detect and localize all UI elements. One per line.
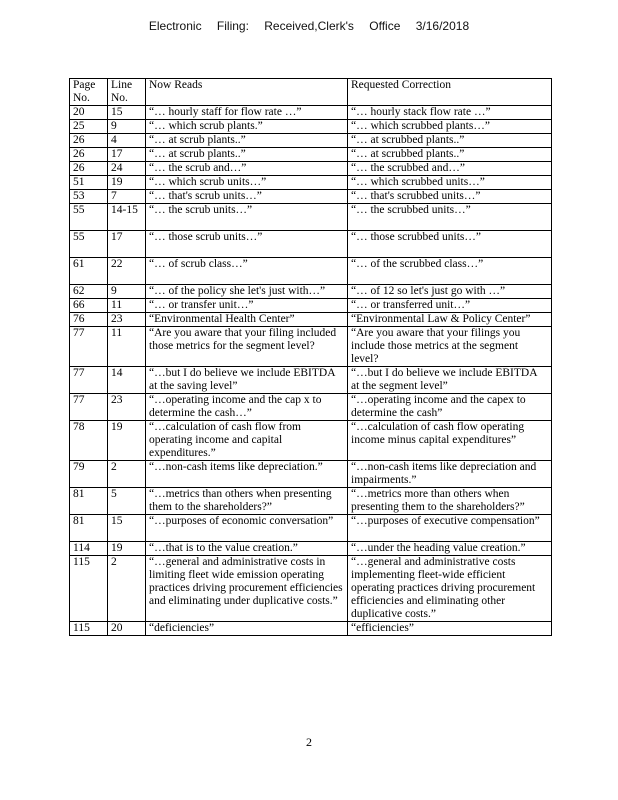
table-row <box>70 327 552 367</box>
table-row <box>70 258 552 285</box>
cell-page: 55 <box>70 204 108 231</box>
cell-page: 78 <box>70 421 108 461</box>
cell-page: 62 <box>70 285 108 299</box>
table-row <box>70 515 552 542</box>
table-row <box>70 190 552 204</box>
header-office: Office <box>369 19 401 33</box>
table-row <box>70 120 552 134</box>
cell-line: 23 <box>108 394 146 421</box>
table-row <box>70 367 552 394</box>
cell-page: 20 <box>70 106 108 120</box>
cell-correction: “efficiencies” <box>348 622 552 636</box>
header-date: 3/16/2018 <box>415 19 470 33</box>
cell-line: 19 <box>108 542 146 556</box>
cell-now-reads: “… those scrub units…” <box>146 231 348 258</box>
cell-now-reads: “… hourly staff for flow rate …” <box>146 106 348 120</box>
cell-now-reads: “… that's scrub units…” <box>146 190 348 204</box>
cell-now-reads: “… at scrub plants..” <box>146 148 348 162</box>
cell-page: 81 <box>70 515 108 542</box>
cell-page: 76 <box>70 313 108 327</box>
cell-now-reads: “…operating income and the cap x to determine the cash…” <box>146 394 348 421</box>
cell-page: 115 <box>70 556 108 622</box>
table-row <box>70 622 552 636</box>
cell-page: 61 <box>70 258 108 285</box>
cell-now-reads: “…non-cash items like depreciation.” <box>146 461 348 488</box>
table-row <box>70 556 552 622</box>
cell-now-reads: “… which scrub plants.” <box>146 120 348 134</box>
table-row <box>70 148 552 162</box>
cell-line: 24 <box>108 162 146 176</box>
cell-now-reads: “…but I do believe we include EBITDA at the saving level” <box>146 367 348 394</box>
header-page-no: Page No. <box>70 79 108 106</box>
cell-now-reads: “… of scrub class…” <box>146 258 348 285</box>
cell-page: 115 <box>70 622 108 636</box>
cell-correction: “… of 12 so let's just go with …” <box>348 285 552 299</box>
cell-line: 15 <box>108 515 146 542</box>
table-row <box>70 542 552 556</box>
table-row <box>70 299 552 313</box>
table-row <box>70 285 552 299</box>
cell-correction: “Are you aware that your filings you include those metrics at the segment level? <box>348 327 552 367</box>
cell-now-reads: “… which scrub units…” <box>146 176 348 190</box>
page-number: 2 <box>306 735 312 749</box>
cell-correction: “… which scrubbed units…” <box>348 176 552 190</box>
cell-correction: “…purposes of executive compensation” <box>348 515 552 542</box>
cell-correction: “…general and administrative costs implementing fleet-wide efficient operating practices driving procurement efficiencies and eliminating other duplicative costs.” <box>348 556 552 622</box>
table-row <box>70 231 552 258</box>
cell-correction: “…metrics more than others when presenting them to the shareholders?” <box>348 488 552 515</box>
cell-correction: “… of the scrubbed class…” <box>348 258 552 285</box>
cell-now-reads: “…general and administrative costs in limiting fleet wide emission operating practices driving procurement efficiencies and eliminating under duplicative costs.” <box>146 556 348 622</box>
cell-correction: “…but I do believe we include EBITDA at the segment level” <box>348 367 552 394</box>
header-received-clerks: Received,Clerk's <box>264 19 354 33</box>
cell-line: 5 <box>108 488 146 515</box>
cell-page: 55 <box>70 231 108 258</box>
header-electronic: Electronic <box>148 19 202 33</box>
cell-now-reads: “…purposes of economic conversation” <box>146 515 348 542</box>
cell-correction: “… which scrubbed plants…” <box>348 120 552 134</box>
cell-correction: “… hourly stack flow rate …” <box>348 106 552 120</box>
cell-correction: “… that's scrubbed units…” <box>348 190 552 204</box>
cell-page: 26 <box>70 148 108 162</box>
table-row <box>70 204 552 231</box>
cell-page: 114 <box>70 542 108 556</box>
cell-line: 14-15 <box>108 204 146 231</box>
table-row <box>70 313 552 327</box>
cell-now-reads: “… the scrub units…” <box>146 204 348 231</box>
cell-now-reads: “… or transfer unit…” <box>146 299 348 313</box>
cell-page: 25 <box>70 120 108 134</box>
cell-correction: “… or transferred unit…” <box>348 299 552 313</box>
cell-line: 17 <box>108 148 146 162</box>
cell-now-reads: “…that is to the value creation.” <box>146 542 348 556</box>
table-row <box>70 488 552 515</box>
cell-line: 19 <box>108 421 146 461</box>
cell-page: 77 <box>70 327 108 367</box>
cell-correction: “…under the heading value creation.” <box>348 542 552 556</box>
cell-line: 7 <box>108 190 146 204</box>
header-requested-correction: Requested Correction <box>348 79 552 106</box>
table-row <box>70 162 552 176</box>
cell-correction: “Environmental Law & Policy Center” <box>348 313 552 327</box>
cell-now-reads: “deficiencies” <box>146 622 348 636</box>
table-row <box>70 461 552 488</box>
cell-correction: “… those scrubbed units…” <box>348 231 552 258</box>
cell-page: 81 <box>70 488 108 515</box>
errata-table <box>69 78 552 636</box>
table-row <box>70 394 552 421</box>
cell-correction: “… the scrubbed and…” <box>348 162 552 176</box>
cell-line: 20 <box>108 622 146 636</box>
cell-page: 51 <box>70 176 108 190</box>
cell-line: 4 <box>108 134 146 148</box>
table-header-row <box>70 79 552 106</box>
cell-line: 22 <box>108 258 146 285</box>
cell-line: 11 <box>108 327 146 367</box>
cell-correction: “… at scrubbed plants..” <box>348 148 552 162</box>
cell-now-reads: “Are you aware that your filing included those metrics for the segment level? <box>146 327 348 367</box>
cell-page: 77 <box>70 394 108 421</box>
cell-correction: “… the scrubbed units…” <box>348 204 552 231</box>
cell-line: 9 <box>108 285 146 299</box>
cell-line: 14 <box>108 367 146 394</box>
cell-page: 26 <box>70 162 108 176</box>
header-filing: Filing: <box>216 19 249 33</box>
header-now-reads: Now Reads <box>146 79 348 106</box>
cell-now-reads: “Environmental Health Center” <box>146 313 348 327</box>
cell-line: 9 <box>108 120 146 134</box>
cell-correction: “…calculation of cash flow operating income minus capital expenditures” <box>348 421 552 461</box>
cell-correction: “… at scrubbed plants..” <box>348 134 552 148</box>
filing-stamp-header <box>0 19 618 33</box>
cell-now-reads: “… at scrub plants..” <box>146 134 348 148</box>
cell-now-reads: “…calculation of cash flow from operating income and capital expenditures.” <box>146 421 348 461</box>
cell-correction: “…non-cash items like depreciation and impairments.” <box>348 461 552 488</box>
cell-line: 11 <box>108 299 146 313</box>
cell-line: 15 <box>108 106 146 120</box>
cell-page: 77 <box>70 367 108 394</box>
cell-now-reads: “… the scrub and…” <box>146 162 348 176</box>
cell-correction: “…operating income and the capex to determine the cash” <box>348 394 552 421</box>
cell-now-reads: “…metrics than others when presenting them to the shareholders?” <box>146 488 348 515</box>
cell-page: 66 <box>70 299 108 313</box>
cell-line: 23 <box>108 313 146 327</box>
cell-page: 53 <box>70 190 108 204</box>
cell-page: 26 <box>70 134 108 148</box>
cell-line: 17 <box>108 231 146 258</box>
cell-line: 2 <box>108 556 146 622</box>
table-row <box>70 134 552 148</box>
table-row <box>70 176 552 190</box>
cell-page: 79 <box>70 461 108 488</box>
header-line-no: Line No. <box>108 79 146 106</box>
table-row <box>70 106 552 120</box>
cell-now-reads: “… of the policy she let's just with…” <box>146 285 348 299</box>
table-row <box>70 421 552 461</box>
cell-line: 19 <box>108 176 146 190</box>
cell-line: 2 <box>108 461 146 488</box>
